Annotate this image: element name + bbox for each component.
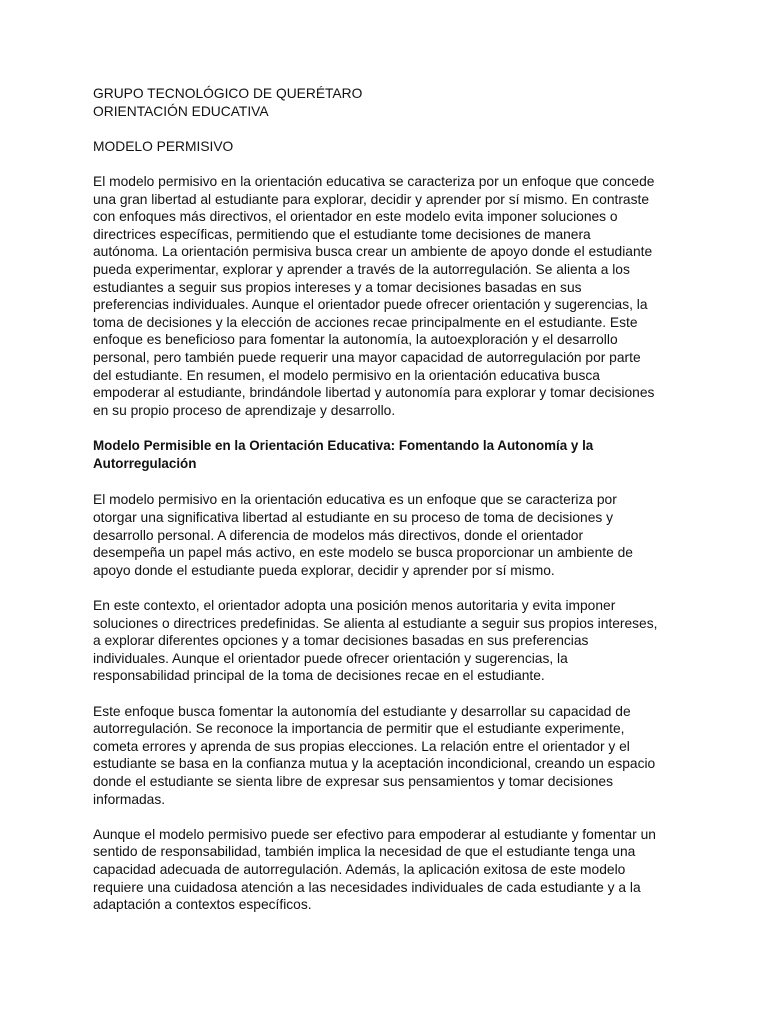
paragraph-line: personal, pero también puede requerir una mayor capacidad de autorregulación por parte: [93, 349, 641, 365]
paragraph-line: responsabilidad principal de la toma de decisiones recae en el estudiante.: [93, 668, 545, 684]
paragraph-line: toma de decisiones y la elección de acciones recae principalmente en el estudiante. Este: [93, 314, 638, 330]
paragraph-line: donde el estudiante se sienta libre de expresar sus pensamientos y tomar decisiones: [93, 773, 613, 789]
paragraph-line: En este contexto, el orientador adopta una posición menos autoritaria y evita imponer: [93, 598, 616, 614]
paragraph-line: autónoma. La orientación permisiva busca crear un ambiente de apoyo donde el estudiante: [93, 244, 653, 260]
document-title: MODELO PERMISIVO: [93, 138, 234, 154]
section-heading-line: Modelo Permisible en la Orientación Educativa: Fomentando la Autonomía y la: [93, 437, 594, 453]
spacer: [93, 579, 683, 597]
paragraph-line: El modelo permisivo en la orientación educativa se caracteriza por un enfoque que concede: [93, 173, 655, 189]
paragraph-line: estudiantes a seguir sus propios intereses y a tomar decisiones basadas en sus: [93, 279, 582, 295]
paragraph-conclusion: [93, 826, 683, 914]
paragraph-line: otorgar una significativa libertad al estudiante en su proceso de toma de decisiones y: [93, 510, 613, 526]
paragraph-context: [93, 597, 683, 685]
section-heading: [93, 437, 683, 474]
paragraph-line: en su propio proceso de aprendizaje y desarrollo.: [93, 402, 396, 418]
paragraph-line: requiere una cuidadosa atención a las necesidades individuales de cada estudiante y a la: [93, 879, 641, 895]
paragraph-line: autorregulación. Se reconoce la importancia de permitir que el estudiante experimente,: [93, 721, 625, 737]
paragraph-line: directrices específicas, permitiendo que el estudiante tome decisiones de manera: [93, 226, 591, 242]
spacer: [93, 155, 683, 173]
paragraph-line: desempeña un papel más activo, en este modelo se busca proporcionar un ambiente de: [93, 545, 633, 561]
paragraph-line: informadas.: [93, 791, 166, 807]
section-heading-line: Autorregulación: [93, 456, 197, 472]
paragraph-line: empoderar al estudiante, brindándole libertad y autonomía para explorar y tomar decisiones: [93, 385, 655, 401]
paragraph-intro: [93, 173, 683, 419]
spacer: [93, 808, 683, 826]
spacer: [93, 120, 683, 138]
paragraph-line: apoyo donde el estudiante pueda explorar, decidir y aprender por sí mismo.: [93, 562, 555, 578]
department-name: ORIENTACIÓN EDUCATIVA: [93, 103, 269, 119]
paragraph-line: enfoque es beneficioso para fomentar la autonomía, la autoexploración y el desarrollo: [93, 332, 618, 348]
paragraph-line: cometa errores y aprenda de sus propias elecciones. La relación entre el orientador y el: [93, 738, 630, 754]
paragraph-line: una gran libertad al estudiante para explorar, decidir y aprender por sí mismo. En contraste: [93, 191, 650, 207]
paragraph-line: con enfoques más directivos, el orientador en este modelo evita imponer soluciones o: [93, 209, 618, 225]
paragraph-line: soluciones o directrices predefinidas. Se alienta al estudiante a seguir sus propios intereses,: [93, 615, 658, 631]
paragraph-line: sentido de responsabilidad, también implica la necesidad de que el estudiante tenga una: [93, 844, 636, 860]
spacer: [93, 685, 683, 703]
institution-name: GRUPO TECNOLÓGICO DE QUERÉTARO: [93, 86, 363, 101]
paragraph-line: capacidad adecuada de autorregulación. Además, la aplicación exitosa de este modelo: [93, 861, 626, 877]
paragraph-line: estudiante se basa en la confianza mutua y la aceptación incondicional, creando un espacio: [93, 756, 656, 772]
paragraph-line: desarrollo personal. A diferencia de modelos más directivos, donde el orientador: [93, 527, 584, 543]
paragraph-line: adaptación a contextos específicos.: [93, 897, 312, 913]
paragraph-line: del estudiante. En resumen, el modelo permisivo en la orientación educativa busca: [93, 367, 600, 383]
paragraph-line: El modelo permisivo en la orientación educativa es un enfoque que se caracteriza por: [93, 492, 617, 508]
paragraph-line: preferencias individuales. Aunque el orientador puede ofrecer orientación y sugerencias, la: [93, 297, 648, 313]
spacer: [93, 419, 683, 437]
paragraph-line: pueda experimentar, explorar y aprender a través de la autorregulación. Se alienta a los: [93, 261, 630, 277]
paragraph-line: Este enfoque busca fomentar la autonomía del estudiante y desarrollar su capacidad de: [93, 703, 631, 719]
paragraph-definition: [93, 491, 683, 579]
paragraph-line: individuales. Aunque el orientador puede ofrecer orientación y sugerencias, la: [93, 650, 568, 666]
spacer: [93, 474, 683, 492]
paragraph-autonomy: [93, 703, 683, 809]
document-page: [93, 85, 683, 914]
paragraph-line: Aunque el modelo permisivo puede ser efectivo para empoderar al estudiante y fomentar un: [93, 826, 656, 842]
paragraph-line: a explorar diferentes opciones y a tomar decisiones basadas en sus preferencias: [93, 633, 589, 649]
